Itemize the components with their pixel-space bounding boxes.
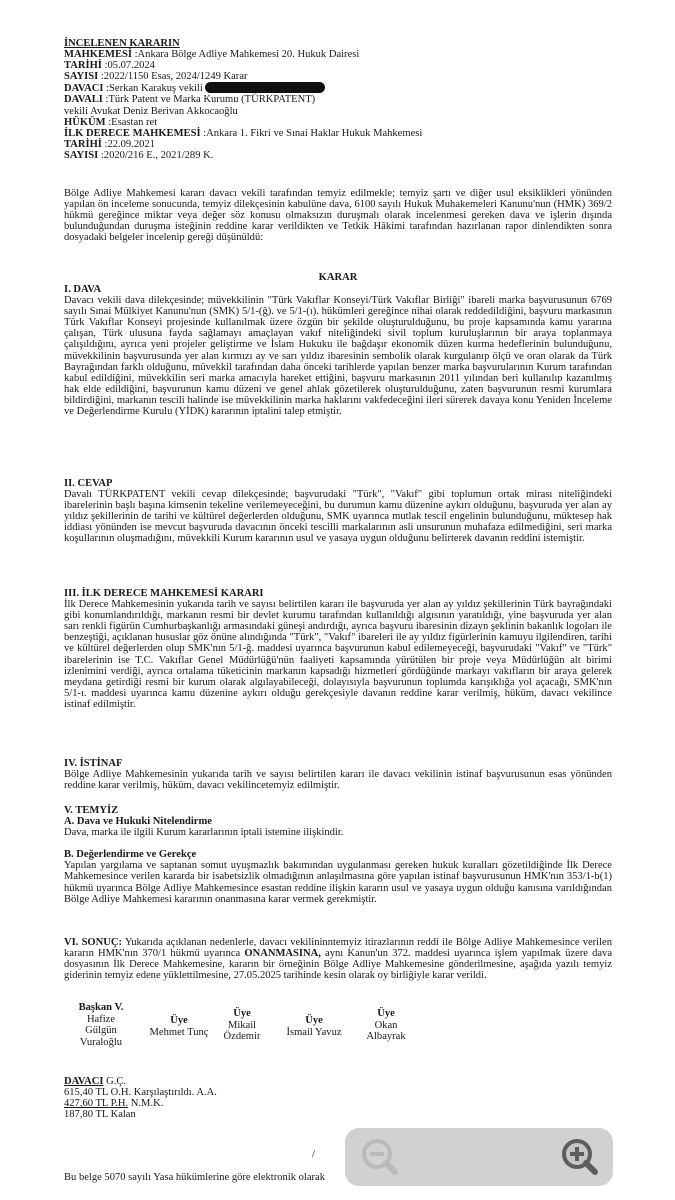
tarihi2-value: :22.09.2021	[104, 138, 155, 150]
section-ilk-derece-title: III. İLK DERECE MAHKEMESİ KARARI	[64, 588, 264, 599]
signature-title: Başkan V.	[78, 1002, 124, 1013]
ilk-derece-label: İLK DERECE MAHKEMESİ	[64, 127, 201, 139]
sayisi2-value: :2020/216 E., 2021/289 K.	[100, 149, 214, 161]
zoom-control	[345, 1128, 613, 1186]
mahkemesi-value: :Ankara Bölge Adliye Mahkemesi 20. Hukuk Dairesi	[134, 49, 360, 61]
sayisi-value: :2022/1150 Esas, 2024/1249 Karar	[100, 71, 248, 83]
temyiz-a-title: A. Dava ve Hukuki Nitelendirme	[64, 816, 212, 828]
signature-uye-3	[272, 1015, 356, 1038]
section-istinaf-text: Bölge Adliye Mahkemesinin yukarıda tarih ve sayısı belirtilen kararı ile davacı vekilinin istinaf başvurusunun esas yönünden reddine karar verilmiş, hüküm, davacı vekilincetemyiz edilmiştir.	[64, 769, 612, 792]
davali-value: :Türk Patent ve Marka Kurumu (TÜRKPATENT)	[105, 94, 316, 106]
sonuc-text-2: aynı Kanun'un 372. maddesi uyarınca işlem yapılmak üzere dava dosyasının İlk Derece Mahkemesine, kararın bir örneğinin Bölge Adliye Mahkemesine gönderilmesine, aşağıda yazılı temyiz giderinin temyiz edene yüklettilmesine, 27.05.2025 tarihinde kesin olarak oy birliğiyle karar verildi.	[64, 948, 612, 982]
hukum-value: :Esastan ret	[108, 116, 158, 128]
section-dava	[64, 284, 612, 417]
temyiz-a-text: Dava, marka ile ilgili Kurum kararlarının iptali istemine ilişkindir.	[64, 827, 344, 839]
redaction-bar	[205, 82, 325, 93]
sonuc-title: VI. SONUÇ:	[64, 937, 122, 948]
tarihi-value: :05.07.2024	[104, 60, 155, 72]
davaci-value: :Serkan Karakuş vekili	[106, 83, 203, 95]
temyiz-b-text: Yapılan yargılama ve saptanan somut uyuşmazlık bakımından uygulanması gereken hukuk kuralları gözetildiğinde İlk Derece Mahkemesince verilen kararda bir isabetsizlik olmadığının anlaşılmasına göre yapılan istinaf başvurusunun HMK'nın 353/1-b(1) hükmü uyarınca Bölge Adliye Mahkemesince esastan reddine ilişkin kararın usul ve yasaya uygun olduğu kanısına varıldığından Bölge Adliye Mahkemesi kararının onanmasına karar vermek gerekmiştir.	[64, 860, 612, 905]
signature-title: Üye	[170, 1015, 188, 1026]
section-dava-title: I. DAVA	[64, 284, 102, 295]
costs-line-2-rest: N.M.K.	[128, 1098, 164, 1110]
tarihi2-label: TARİHİ	[64, 138, 102, 150]
signature-name: Mehmet Tunç	[149, 1026, 209, 1038]
costs-block	[64, 1076, 612, 1120]
intro-paragraph: Bölge Adliye Mahkemesi kararı davacı vekili tarafından temyiz edilmekle; temyiz şartı ve diğer usul eksiklikleri yönünden yapılan ön inceleme sonucunda, temyiz dilekçesinin kabulüne dava, 6100 sayılı Hukuk Muhakemeleri Kanunu'nun (HMK) 369/2 hükmü gereğince miktar veya değer söz konusu olmaksızın duruşmalı olarak incelenmesi gereken dava ve işlerin dışında bulunduğundan duruşma isteğinin reddine karar verildikten ve Tetkik Hâkimi tarafından hazırlanan rapor dinlendikten sonra dosyadaki belgeler incelenip gereği düşünüldü:	[64, 188, 612, 244]
sonuc-bold-word: ONANMASINA,	[244, 948, 321, 960]
signature-uye-4	[356, 1008, 416, 1043]
page-slash: /	[312, 1148, 316, 1160]
mahkemesi-label: MAHKEMESİ	[64, 49, 132, 61]
tarihi-label: TARİHİ	[64, 60, 102, 72]
davali-vekil: vekili Avukat Deniz Berivan Akkocaoğlu	[64, 105, 238, 117]
zoom-in-icon	[551, 1132, 605, 1182]
costs-line-3: 187,80 TL Kalan	[64, 1109, 136, 1121]
costs-line-2-underlined: 427,60 TL P.H.	[64, 1098, 129, 1110]
signature-title: Üye	[377, 1008, 395, 1019]
section-cevap-title: II. CEVAP	[64, 478, 113, 489]
section-dava-text: Davacı vekili dava dilekçesinde; müvekkilinin "Türk Vakıflar Konseyi/Türk Vakıflar Birliği" ibareli marka başvurusunun 6769 sayılı Sınai Mülkiyet Kanunu'nun (SMK) 5/1-(ğ). ve 5/1-(ı). hükümleri gereğince nihai olarak reddedildiğini, başvuru markasının Türk Vakıflar Konseyi projesinde kullanılmak üzere özgün bir şekilde oluşturulduğunu, bu proje kapsamında kamu yararına çalışan, Türk ulusuna fayda sağlamayı amaçlayan vakıf niteliğindeki sivil toplum kuruluşlarının bir araya toplanmaya çalışıldığını, ayrıca yeni projeler geliştirme ve İslam Hukuku ile bağdaşır ekonomik düzen kurma hedeflerinin bulunduğunu, müvekkilinin başvurusunda yer alan kırmızı ay ve sarı yıldız ibaresinin sembolik olarak kurgulanıp ölçü ve oran olarak da Türk Bayrağından farklı olduğunu, müvekkil tarafından daha önceki tarihlerde yapılan benzer marka başvurularının Kurum tarafından kabul edildiğini, müvekkilin seri marka amacıyla hareket ettiğini, başvuru markasının 2011 yılından beri kullanılıp kazanılmış hak elde edildiğini, başvurunun kamu düzeni ve genel ahlak gözetilerek oluşturulduğunu, zaten başvurunun resmi kurumlara bildirdiğini, markanın tescili halinde ise müvekkilinin marka haklarını vakfedeceğini ileri sürerek davaya konu Yeniden İnceleme ve Değerlendirme Kurulu (YİDK) kararının iptalini talep etmiştir.	[64, 295, 612, 418]
costs-title: DAVACI	[64, 1076, 104, 1087]
sonuc-text-1: Yukarıda açıklanan nedenlerle, davacı vekilininntemyiz itirazlarının reddi ile Bölge Adliye Mahkemesince verilen kararın HMK'nın 370/1 hükmü uyarınca	[64, 937, 612, 960]
section-istinaf	[64, 758, 612, 791]
davaci-label: DAVACI	[64, 83, 104, 95]
footer-note: Bu belge 5070 sayılı Yasa hükümlerine göre elektronik olarak	[64, 1172, 325, 1183]
signature-baskan	[66, 1002, 136, 1048]
signature-title: Üye	[233, 1008, 251, 1019]
costs-title-suffix: G.Ç.	[103, 1076, 127, 1087]
section-ilk-derece-text: İlk Derece Mahkemesinin yukarıda tarih ve sayısı belirtilen kararı ile başvuruda yer alan ay yıldız şekillerinin Türk bayrağındaki gibi konumlandırıldığı, markanın resmi bir devlet kurumu tarafından kullanıldığı algısının yaratıldığı, yine başvuruda yer alan sarı renkli figürün Cumhurbaşkanlığı armasındaki güneşi andırdığı, ayrıca başvuru ibaresinin dizayn şeklinin bakanlık logoları ile benzeştiği, açıklanan hususlar göz önüne alındığında "Türk", "Vakıf" ibareleri ile ay yıldız figürlerinin kamuyu ilgilendiren, tarihi ve kültürel değerlerden olup SMK'nın 5/1-ğ. maddesi uyarınca başvurunun kabul edilemeyeceği, başvurudaki "Vakıf" ve "Türk" ibarelerinin ise T.C. Vakıflar Genel Müdürlüğü'nün faaliyeti kapsamında yürütülen bir proje veya Müdürlüğün alt birimi izlenimini verdiği, ayrıca ortalama tüketicinin markanın kapsadığı hizmetleri gördüğünde markayı vakıfların bir araya gelerek meydana getirdiği resmi bir kurum olarak algılayabileceği, dolayısıyla başvurunun toplumda karışıklığa yol açacağı, SMK'nın 5/1-ı. maddesi uyarınca kamu düzenine aykırı olduğu gerekçesiyle davanın reddine karar verilmiş, hüküm, davacı vekilince istinaf edilmiştir.	[64, 599, 612, 710]
section-istinaf-title: IV. İSTİNAF	[64, 758, 123, 769]
signature-title: Üye	[305, 1015, 323, 1026]
signature-uye-2	[212, 1008, 272, 1043]
signature-name: Mikail Özdemir	[223, 1019, 261, 1042]
hukum-label: HÜKÜM	[64, 116, 106, 128]
karar-title: KARAR	[318, 272, 358, 283]
signature-name: Okan Albayrak	[366, 1019, 406, 1042]
section-cevap	[64, 478, 612, 545]
zoom-out-button[interactable]	[353, 1132, 407, 1182]
section-sonuc	[64, 937, 612, 981]
header-title: İNCELENEN KARARIN	[64, 38, 180, 49]
section-ilk-derece	[64, 588, 612, 710]
temyiz-b-title: B. Değerlendirme ve Gerekçe	[64, 849, 197, 861]
ilk-derece-value: :Ankara 1. Fikri ve Sınai Haklar Hukuk Mahkemesi	[203, 127, 423, 139]
section-temyiz-title: V. TEMYİZ	[64, 805, 119, 816]
zoom-out-icon	[353, 1132, 407, 1182]
davali-label: DAVALI	[64, 94, 103, 106]
signature-name: Hafize Gülgün Vuraloğlu	[79, 1013, 123, 1048]
signature-name: İsmail Yavuz	[286, 1026, 342, 1038]
section-cevap-text: Davalı TÜRKPATENT vekili cevap dilekçesinde; başvurudaki "Türk", "Vakıf" gibi toplumun ortak mirası niteliğindeki ibarelerinin başlı başına kimsenin tekeline verilemeyeceğini, bu durumun kamu düzenine aykırı olduğunu, başvuruda yer alan ay yıldız şekillerinin de tarihi ve kültürel değerlerden olduğunu, SMK uyarınca mutlak tescil engelinin bulunduğunu, müktesep hak iddiası yönünden ise mevcut başvuruda davacının önceki tescilli markalarının asli unsurunun muhafaza edilmediğini, seri marka koşullarının oluşmadığını, müvekkili Kurum kararının usul ve yasaya uygun olduğunu belirterek davanın reddini istemiştir.	[64, 489, 612, 545]
sayisi2-label: SAYISI	[64, 149, 99, 161]
case-header	[64, 38, 612, 161]
zoom-in-button[interactable]	[551, 1132, 605, 1182]
section-temyiz	[64, 805, 612, 905]
signature-uye-1	[134, 1015, 224, 1038]
costs-line-1: 615,40 TL O.H. Karşılaştırıldı. A.A.	[64, 1087, 217, 1099]
sayisi-label: SAYISI	[64, 71, 99, 83]
